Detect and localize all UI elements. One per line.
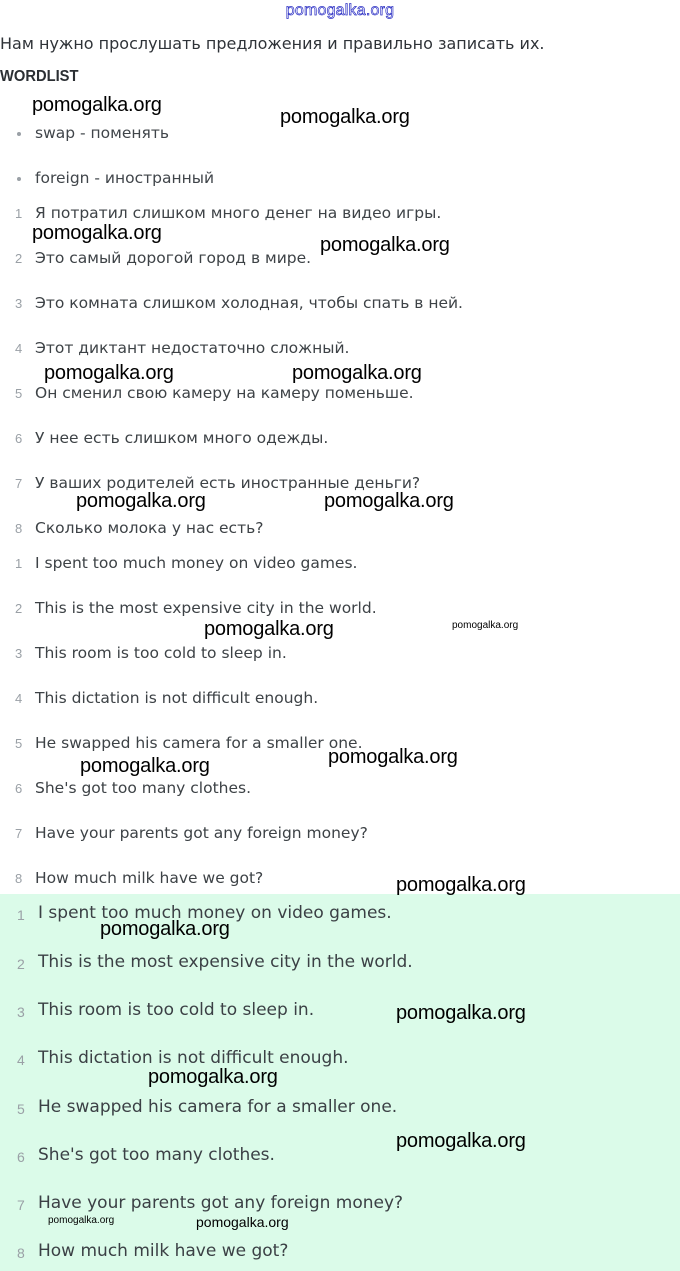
sentence-text: How much milk have we got?: [35, 869, 264, 887]
row-number: 1: [17, 907, 25, 923]
wordlist-item-text: foreign - иностранный: [35, 169, 215, 187]
row-number: 7: [15, 476, 23, 491]
row-number: 5: [15, 386, 23, 401]
watermark: pomogalka.org: [204, 618, 334, 640]
watermark: pomogalka.org: [324, 490, 454, 512]
site-link[interactable]: pomogalka.org: [285, 2, 395, 19]
wordlist-item-text: swap - поменять: [35, 124, 170, 142]
answer-text: This dictation is not difficult enough.: [38, 1048, 349, 1068]
sentence-text: Сколько молока у нас есть?: [35, 519, 264, 537]
row-number: 7: [17, 1197, 25, 1213]
sentence-text: Это комната слишком холодная, чтобы спать в ней.: [35, 294, 463, 312]
sentence-text: Он сменил свою камеру на камеру поменьше.: [35, 384, 414, 402]
row-number: 8: [15, 521, 23, 536]
sentence-text: У нее есть слишком много одежды.: [35, 429, 329, 447]
row-number: 6: [15, 781, 23, 796]
row-number: 8: [17, 1245, 25, 1261]
sentence-text: I spent too much money on video games.: [35, 554, 358, 572]
row-number: 4: [15, 691, 23, 706]
sentence-text: Я потратил слишком много денег на видео игры.: [35, 204, 442, 222]
row-number: 1: [15, 556, 23, 571]
intro-text: Нам нужно прослушать предложения и правильно записать их.: [0, 34, 545, 53]
answer-text: I spent too much money on video games.: [38, 903, 392, 923]
row-number: 6: [17, 1149, 25, 1165]
answer-text: How much milk have we got?: [38, 1241, 289, 1261]
sentence-text: Этот диктант недостаточно сложный.: [35, 339, 350, 357]
row-number: 6: [15, 431, 23, 446]
answer-text: She's got too many clothes.: [38, 1145, 275, 1165]
row-number: 3: [15, 646, 23, 661]
answer-text: This is the most expensive city in the world.: [38, 952, 413, 972]
answer-text: He swapped his camera for a smaller one.: [38, 1097, 398, 1117]
row-number: 7: [15, 826, 23, 841]
sentence-text: This dictation is not difficult enough.: [35, 689, 319, 707]
watermark: pomogalka.org: [32, 94, 162, 116]
watermark: pomogalka.org: [328, 746, 458, 768]
row-number: 5: [17, 1101, 25, 1117]
sentence-text: Это самый дорогой город в мире.: [35, 249, 312, 267]
watermark: pomogalka.org: [80, 755, 210, 777]
watermark: pomogalka.org: [280, 106, 410, 128]
sentence-text: This is the most expensive city in the world.: [35, 599, 377, 617]
sentence-text: Have your parents got any foreign money?: [35, 824, 368, 842]
watermark: pomogalka.org: [320, 234, 450, 256]
watermark: pomogalka.org: [196, 1214, 289, 1230]
row-number: 4: [17, 1052, 25, 1068]
row-number: 8: [15, 871, 23, 886]
sentence-text: У ваших родителей есть иностранные деньги?: [35, 474, 421, 492]
watermark: pomogalka.org: [396, 1002, 526, 1024]
watermark: pomogalka.org: [396, 874, 526, 896]
watermark: pomogalka.org: [100, 918, 230, 940]
bullet-icon: [17, 132, 21, 136]
row-number: 2: [15, 251, 23, 266]
row-number: 4: [15, 341, 23, 356]
wordlist-heading: WORDLIST: [0, 68, 79, 85]
answer-text: This room is too cold to sleep in.: [38, 1000, 315, 1020]
watermark: pomogalka.org: [32, 222, 162, 244]
row-number: 2: [15, 601, 23, 616]
watermark: pomogalka.org: [148, 1066, 278, 1088]
watermark: pomogalka.org: [396, 1130, 526, 1152]
row-number: 3: [17, 1004, 25, 1020]
watermark: pomogalka.org: [44, 362, 174, 384]
sentence-text: This room is too cold to sleep in.: [35, 644, 287, 662]
row-number: 3: [15, 296, 23, 311]
watermark: pomogalka.org: [76, 490, 206, 512]
row-number: 1: [15, 206, 23, 221]
answer-text: Have your parents got any foreign money?: [38, 1193, 404, 1213]
watermark: pomogalka.org: [48, 1215, 115, 1226]
bullet-icon: [17, 177, 21, 181]
row-number: 2: [17, 956, 25, 972]
watermark: pomogalka.org: [452, 620, 519, 631]
watermark: pomogalka.org: [292, 362, 422, 384]
sentence-text: He swapped his camera for a smaller one.: [35, 734, 363, 752]
sentence-text: She's got too many clothes.: [35, 779, 252, 797]
row-number: 5: [15, 736, 23, 751]
